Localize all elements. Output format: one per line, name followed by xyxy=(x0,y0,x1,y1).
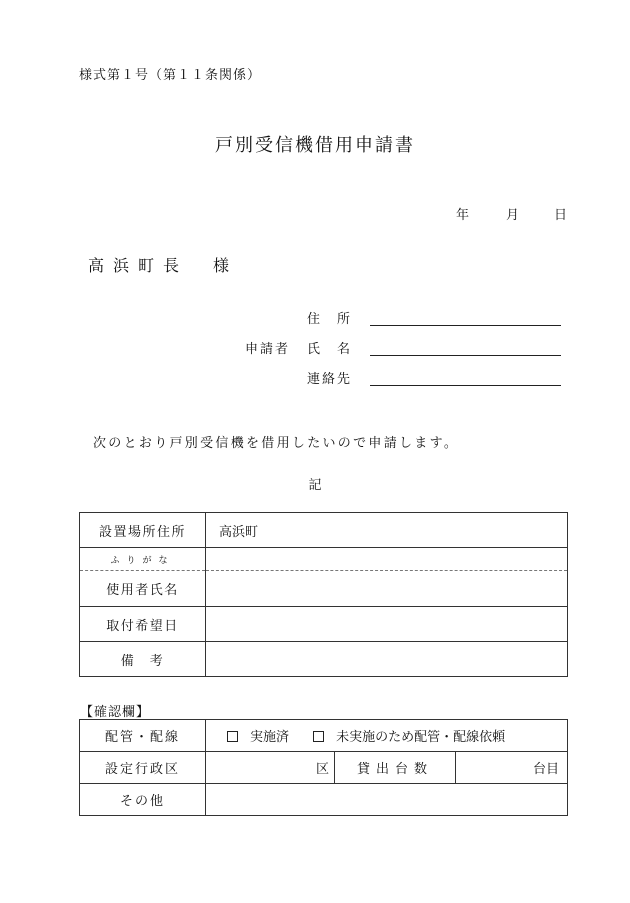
other-field[interactable] xyxy=(206,784,568,816)
user-name-label: 使用者氏名 xyxy=(80,571,206,607)
install-date-field[interactable] xyxy=(206,607,568,642)
addressee: 高浜町長 様 xyxy=(88,256,239,275)
wiring-option-not-done-label: 未実施のため配管・配線依頼 xyxy=(336,730,506,745)
units-label: 貸出台数 xyxy=(335,752,456,784)
remarks-label: 備 考 xyxy=(80,642,206,677)
units-field[interactable] xyxy=(456,752,568,784)
install-address-field[interactable]: 高浜町 xyxy=(206,513,568,548)
confirmation-heading: 【確認欄】 xyxy=(80,705,151,720)
district-unit: 区 xyxy=(315,762,329,777)
applicant-name-field[interactable] xyxy=(370,355,561,356)
units-unit: 台目 xyxy=(532,762,559,777)
checkbox-icon[interactable] xyxy=(227,731,238,742)
checkbox-icon[interactable] xyxy=(313,731,324,742)
applicant-name-label: 氏 名 xyxy=(307,342,353,357)
other-label: その他 xyxy=(80,784,206,816)
remarks-field[interactable] xyxy=(206,642,568,677)
table-row xyxy=(80,513,568,548)
applicant-contact-label: 連絡先 xyxy=(307,372,353,387)
form-number: 様式第１号（第１１条関係） xyxy=(79,68,262,83)
request-sentence: 次のとおり戸別受信機を借用したいので申請します。 xyxy=(93,436,460,451)
ki-heading: 記 xyxy=(308,478,322,493)
table-row xyxy=(80,607,568,642)
date-month-label: 月 xyxy=(506,208,520,223)
applicant-name-row xyxy=(245,338,561,358)
district-label: 設定行政区 xyxy=(80,752,206,784)
district-field[interactable] xyxy=(206,752,335,784)
furigana-field[interactable] xyxy=(206,548,568,571)
table-row xyxy=(80,720,568,752)
table-row xyxy=(80,548,568,571)
details-table xyxy=(79,512,568,677)
applicant-contact-field[interactable] xyxy=(370,385,561,386)
wiring-label: 配管・配線 xyxy=(80,720,206,752)
table-row xyxy=(80,784,568,816)
date-line xyxy=(456,204,567,223)
applicant-side-label: 申請者 xyxy=(245,342,291,357)
install-date-label: 取付希望日 xyxy=(80,607,206,642)
applicant-contact-row xyxy=(245,368,561,388)
date-year-label: 年 xyxy=(456,208,470,223)
applicant-address-label: 住 所 xyxy=(307,312,353,327)
wiring-option-done[interactable] xyxy=(227,730,293,745)
table-row xyxy=(80,571,568,607)
wiring-option-done-label: 実施済 xyxy=(250,730,290,745)
confirmation-table xyxy=(79,719,568,816)
install-address-label: 設置場所住所 xyxy=(80,513,206,548)
applicant-address-row xyxy=(245,308,561,328)
user-name-field[interactable] xyxy=(206,571,568,607)
date-day-label: 日 xyxy=(554,208,568,223)
wiring-option-not-done[interactable] xyxy=(313,730,505,745)
table-row xyxy=(80,642,568,677)
page-title: 戸別受信機借用申請書 xyxy=(215,135,415,156)
furigana-label: ふりがな xyxy=(110,555,175,566)
table-row xyxy=(80,752,568,784)
applicant-address-field[interactable] xyxy=(370,325,561,326)
